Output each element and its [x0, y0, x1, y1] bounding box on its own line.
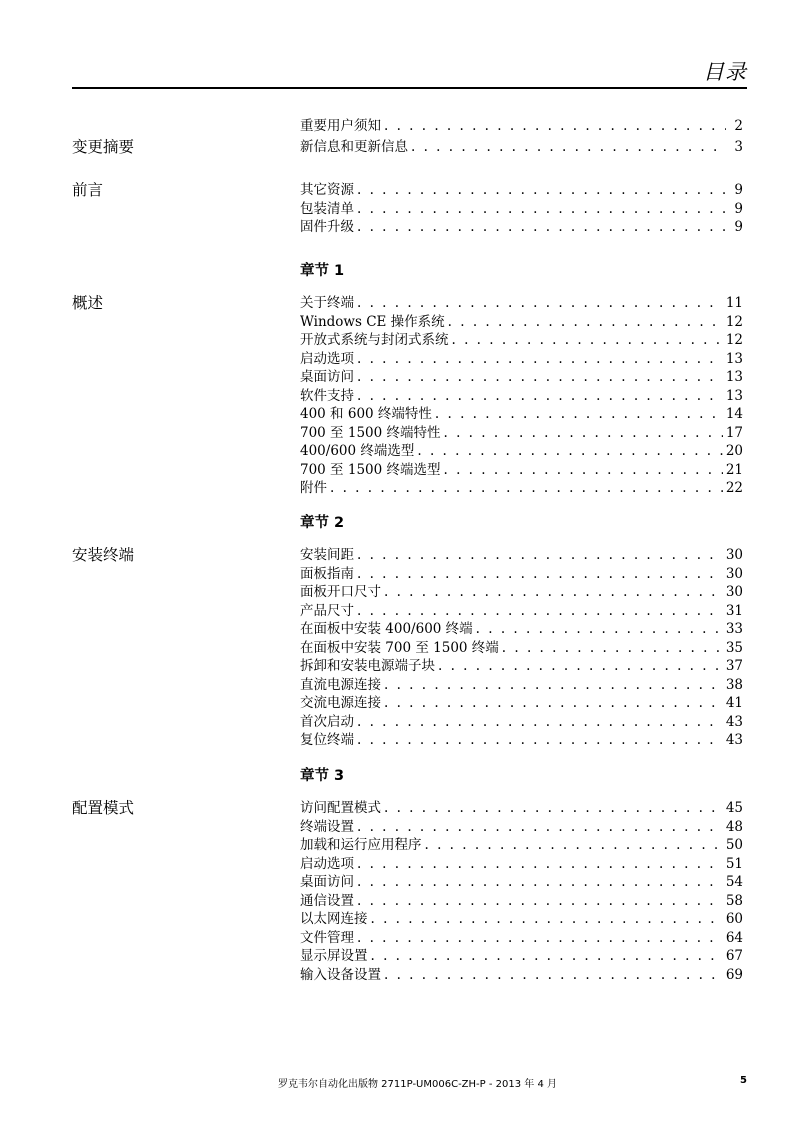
toc-entry-title: 复位终端 — [300, 732, 354, 748]
toc-entry-title: 显示屏设置 — [300, 948, 368, 964]
toc-entry-page: 60 — [725, 911, 743, 927]
toc-entry-page: 45 — [725, 800, 743, 816]
toc-entry[interactable] — [300, 836, 743, 855]
dot-leader — [357, 218, 726, 237]
dot-leader — [357, 350, 723, 369]
toc-entry-page: 38 — [725, 676, 743, 693]
toc-entry[interactable] — [300, 855, 743, 874]
toc-entry-title: 在面板中安装 400/600 终端 — [300, 621, 473, 637]
dot-leader — [357, 602, 723, 621]
toc-entry[interactable] — [300, 350, 743, 369]
toc-entry-list — [300, 138, 743, 157]
toc-entry-page: 9 — [734, 182, 743, 198]
toc-entry-page: 33 — [725, 621, 743, 637]
toc-entry-list — [300, 181, 743, 237]
header-divider — [72, 87, 747, 89]
dot-leader — [357, 181, 726, 200]
toc-entry-title: 直流电源连接 — [300, 676, 381, 693]
dot-leader — [357, 368, 723, 387]
toc-entry-title: 交流电源连接 — [300, 695, 381, 711]
toc-entry-title: 启动选项 — [300, 350, 354, 367]
toc-entry-page: 64 — [725, 929, 743, 946]
dot-leader — [357, 387, 723, 406]
toc-entry-page: 50 — [725, 837, 743, 853]
toc-entry-page: 2 — [734, 118, 743, 134]
toc-entry-title: 其它资源 — [300, 182, 354, 198]
toc-entry-title: 拆卸和安装电源端子块 — [300, 658, 435, 674]
toc-entry[interactable] — [300, 583, 743, 602]
footer-page-number: 5 — [740, 1075, 747, 1086]
toc-entry-page: 11 — [725, 295, 743, 311]
toc-entry-title: 重要用户须知 — [300, 118, 381, 134]
toc-entry[interactable] — [300, 138, 743, 157]
toc-entry-title: 访问配置模式 — [300, 800, 381, 816]
toc-entry-title: 以太网连接 — [300, 911, 368, 927]
toc-entry-page: 54 — [725, 874, 743, 890]
toc-entry-title: 固件升级 — [300, 219, 354, 235]
toc-entry[interactable] — [300, 620, 743, 639]
section-title: 安装终端 — [72, 546, 135, 564]
toc-entry[interactable] — [300, 602, 743, 621]
dot-leader — [452, 331, 723, 350]
dot-leader — [425, 836, 723, 855]
toc-entry[interactable] — [300, 117, 743, 136]
dot-leader — [411, 138, 726, 157]
toc-entry-page: 41 — [725, 695, 743, 711]
toc-entry[interactable] — [300, 639, 743, 658]
toc-entry[interactable] — [300, 731, 743, 750]
section-title: 变更摘要 — [72, 138, 135, 156]
toc-entry[interactable] — [300, 676, 743, 695]
toc-entry-title: 桌面访问 — [300, 874, 354, 890]
toc-entry[interactable] — [300, 442, 743, 461]
toc-entry-title: 首次启动 — [300, 713, 354, 730]
dot-leader — [357, 929, 723, 948]
toc-entry-title: 关于终端 — [300, 295, 354, 311]
toc-entry-title: 开放式系统与封闭式系统 — [300, 332, 449, 348]
toc-entry[interactable] — [300, 657, 743, 676]
toc-entry-title: 输入设备设置 — [300, 966, 381, 983]
toc-entry-title: 桌面访问 — [300, 369, 354, 385]
dot-leader — [502, 639, 723, 658]
toc-entry-title: 通信设置 — [300, 892, 354, 909]
toc-entry-page: 12 — [725, 332, 743, 348]
toc-entry-page: 13 — [725, 369, 743, 385]
section-title: 配置模式 — [72, 799, 135, 817]
toc-entry-page: 58 — [725, 892, 743, 909]
toc-entry-page: 13 — [725, 387, 743, 404]
toc-entry-page: 17 — [725, 424, 743, 441]
toc-entry-title: Windows CE 操作系统 — [300, 313, 445, 330]
toc-entry[interactable] — [300, 873, 743, 892]
dot-leader — [384, 966, 723, 985]
chapter-label: 章节 3 — [300, 768, 345, 784]
toc-entry-title: 启动选项 — [300, 855, 354, 872]
toc-entry-page: 69 — [725, 966, 743, 983]
section-title: 前言 — [72, 181, 104, 199]
toc-entry-page: 67 — [725, 948, 743, 964]
toc-entry-title: 700 至 1500 终端选型 — [300, 461, 441, 478]
dot-leader — [357, 200, 726, 219]
toc-entry[interactable] — [300, 565, 743, 584]
chapter-label: 章节 1 — [300, 263, 345, 279]
toc-entry[interactable] — [300, 461, 743, 480]
toc-entry-title: 加载和运行应用程序 — [300, 837, 422, 853]
toc-entry[interactable] — [300, 947, 743, 966]
toc-entry-page: 43 — [725, 732, 743, 748]
dot-leader — [357, 731, 723, 750]
toc-entry-list — [300, 117, 743, 136]
toc-entry[interactable] — [300, 818, 743, 837]
toc-entry[interactable] — [300, 910, 743, 929]
dot-leader — [371, 910, 723, 929]
section-title: 概述 — [72, 294, 104, 312]
toc-entry-page: 9 — [734, 219, 743, 235]
dot-leader — [476, 620, 723, 639]
toc-entry-list — [300, 546, 743, 750]
dot-leader — [357, 294, 723, 313]
toc-entry-page: 13 — [725, 350, 743, 367]
dot-leader — [384, 694, 723, 713]
toc-entry-page: 14 — [725, 406, 743, 422]
dot-leader — [357, 855, 723, 874]
toc-entry-page: 35 — [725, 639, 743, 656]
toc-entry-title: 400/600 终端选型 — [300, 443, 415, 459]
toc-entry[interactable] — [300, 368, 743, 387]
toc-entry-title: 附件 — [300, 480, 327, 496]
dot-leader — [435, 405, 723, 424]
toc-entry[interactable] — [300, 405, 743, 424]
dot-leader — [357, 713, 723, 732]
toc-entry-page: 3 — [734, 139, 743, 155]
dot-leader — [357, 818, 723, 837]
toc-entry[interactable] — [300, 200, 743, 219]
toc-entry-title: 400 和 600 终端特性 — [300, 406, 432, 422]
toc-entry[interactable] — [300, 966, 743, 985]
toc-entry-page: 37 — [725, 658, 743, 674]
toc-entry-page: 22 — [725, 480, 743, 496]
toc-entry[interactable] — [300, 929, 743, 948]
dot-leader — [444, 461, 723, 480]
dot-leader — [357, 892, 723, 911]
toc-entry-page: 30 — [725, 547, 743, 563]
toc-entry-title: 文件管理 — [300, 929, 354, 946]
toc-entry-page: 30 — [725, 565, 743, 582]
page-title: 目录 — [703, 60, 747, 84]
toc-entry[interactable] — [300, 181, 743, 200]
dot-leader — [444, 424, 723, 443]
footer-publication: 罗克韦尔自动化出版物 2711P-UM006C-ZH-P - 2013 年 4 月 — [278, 1079, 557, 1090]
toc-entry[interactable] — [300, 294, 743, 313]
toc-entry[interactable] — [300, 387, 743, 406]
toc-entry-page: 48 — [725, 818, 743, 835]
toc-entry-page: 21 — [725, 461, 743, 478]
toc-entry-list — [300, 799, 743, 984]
toc-entry-title: 面板开口尺寸 — [300, 584, 381, 600]
dot-leader — [357, 546, 723, 565]
toc-entry-title: 终端设置 — [300, 818, 354, 835]
dot-leader — [384, 676, 723, 695]
toc-entry-title: 包装清单 — [300, 200, 354, 217]
toc-entry[interactable] — [300, 713, 743, 732]
toc-entry-page: 43 — [725, 713, 743, 730]
dot-leader — [384, 799, 723, 818]
toc-entry-title: 面板指南 — [300, 565, 354, 582]
dot-leader — [438, 657, 723, 676]
toc-entry[interactable] — [300, 799, 743, 818]
toc-entry-page: 51 — [725, 855, 743, 872]
toc-entry-page: 12 — [725, 313, 743, 330]
toc-entry-page: 20 — [725, 443, 743, 459]
toc-entry-list — [300, 294, 743, 498]
toc-entry-title: 安装间距 — [300, 547, 354, 563]
toc-entry-page: 30 — [725, 584, 743, 600]
toc-entry[interactable] — [300, 892, 743, 911]
toc-entry-title: 新信息和更新信息 — [300, 139, 408, 155]
dot-leader — [357, 565, 723, 584]
toc-entry[interactable] — [300, 479, 743, 498]
toc-entry[interactable] — [300, 424, 743, 443]
toc-entry-title: 软件支持 — [300, 387, 354, 404]
toc-entry-title: 产品尺寸 — [300, 602, 354, 619]
dot-leader — [448, 313, 723, 332]
toc-entry[interactable] — [300, 694, 743, 713]
dot-leader — [357, 873, 723, 892]
toc-entry-title: 700 至 1500 终端特性 — [300, 424, 441, 441]
toc-entry[interactable] — [300, 218, 743, 237]
dot-leader — [371, 947, 723, 966]
chapter-label: 章节 2 — [300, 515, 345, 531]
dot-leader — [417, 442, 722, 461]
toc-entry[interactable] — [300, 331, 743, 350]
dot-leader — [384, 117, 726, 136]
dot-leader — [384, 583, 723, 602]
toc-entry-page: 31 — [725, 602, 743, 619]
toc-entry[interactable] — [300, 313, 743, 332]
dot-leader — [330, 479, 723, 498]
toc-entry-title: 在面板中安装 700 至 1500 终端 — [300, 639, 499, 656]
toc-entry-page: 9 — [734, 200, 743, 217]
toc-entry[interactable] — [300, 546, 743, 565]
